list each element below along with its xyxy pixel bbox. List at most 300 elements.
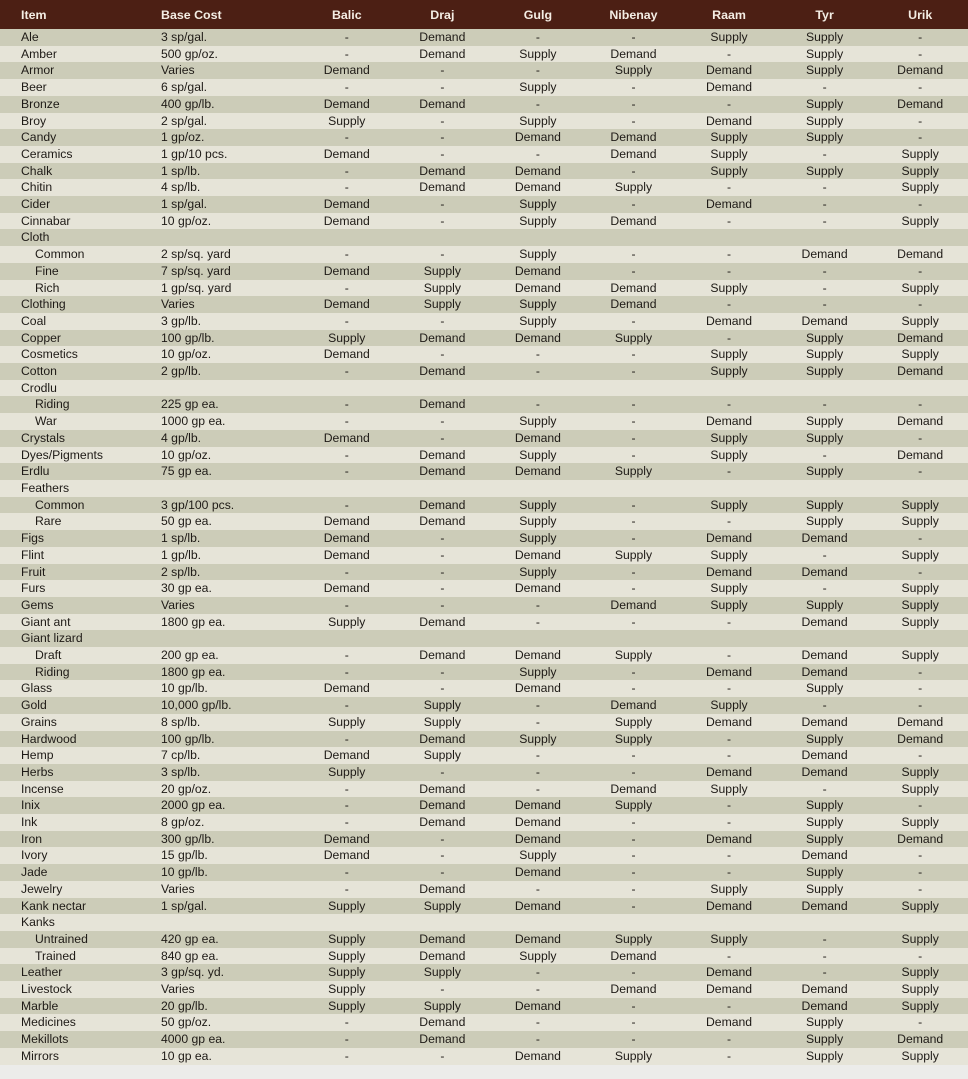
base-cost-cell: Varies [161, 881, 195, 896]
column-header-balic: Balic [331, 7, 362, 22]
draj-trade-cell: Demand [419, 781, 466, 796]
urik-trade-cell: Supply [901, 815, 939, 830]
balic-trade-cell: - [344, 597, 349, 612]
raam-trade-cell: Supply [710, 698, 748, 713]
table-row [0, 530, 968, 547]
gulg-trade-cell: Demand [514, 280, 561, 295]
nibenay-trade-cell: - [631, 263, 636, 278]
item-name-cell: Cinnabar [21, 213, 71, 228]
draj-trade-cell: - [440, 113, 445, 128]
balic-trade-cell: Supply [328, 330, 366, 345]
base-cost-cell: 400 gp/lb. [161, 96, 215, 111]
draj-trade-cell: Demand [419, 163, 466, 178]
draj-trade-cell: - [440, 982, 445, 997]
item-name-cell: Furs [21, 581, 46, 596]
raam-trade-cell: Supply [710, 447, 748, 462]
balic-trade-cell: - [344, 497, 349, 512]
balic-trade-cell: - [344, 648, 349, 663]
balic-trade-cell [299, 380, 395, 397]
raam-trade-cell: - [727, 1032, 732, 1047]
item-name-cell: Figs [21, 531, 45, 546]
tyr-trade-cell: - [822, 698, 827, 713]
balic-trade-cell: - [344, 1015, 349, 1030]
balic-trade-cell: Demand [323, 263, 370, 278]
urik-trade-cell: Demand [897, 1032, 944, 1047]
table-row [0, 447, 968, 464]
nibenay-trade-cell: - [631, 664, 636, 679]
table-row [0, 296, 968, 313]
draj-trade-cell: - [440, 63, 445, 78]
gulg-trade-cell: Supply [519, 731, 557, 746]
gulg-trade-cell: - [535, 146, 540, 161]
balic-trade-cell: - [344, 180, 349, 195]
header-row [0, 0, 968, 29]
nibenay-trade-cell [586, 914, 682, 931]
base-cost-cell: 200 gp ea. [161, 648, 219, 663]
item-name-cell: Cloth [21, 230, 50, 245]
column-header-nibenay: Nibenay [609, 7, 658, 22]
draj-trade-cell: Demand [419, 464, 466, 479]
gulg-trade-cell: Demand [514, 898, 561, 913]
item-name-cell: Coal [21, 313, 47, 328]
draj-trade-cell: Demand [419, 96, 466, 111]
table-row [0, 179, 968, 196]
tyr-trade-cell: Supply [805, 96, 844, 111]
gulg-trade-cell: - [535, 614, 540, 629]
table-row [0, 697, 968, 714]
draj-trade-cell: - [440, 414, 445, 429]
table-row [0, 79, 968, 96]
base-cost-cell: 3 gp/sq. yd. [161, 965, 225, 980]
balic-trade-cell: - [344, 1032, 349, 1047]
urik-trade-cell: Supply [901, 982, 939, 997]
balic-trade-cell: Supply [328, 931, 366, 946]
base-cost-cell: 4000 gp ea. [161, 1032, 226, 1047]
urik-trade-cell: - [918, 865, 923, 880]
balic-trade-cell: - [344, 664, 349, 679]
balic-trade-cell: Demand [323, 547, 370, 562]
item-name-cell: Copper [21, 330, 61, 345]
tyr-trade-cell: Supply [805, 597, 844, 612]
table-row [0, 313, 968, 330]
balic-trade-cell: - [344, 414, 349, 429]
urik-trade-cell: - [918, 80, 923, 95]
base-cost-cell [161, 630, 299, 647]
base-cost-cell: 10,000 gp/lb. [161, 698, 232, 713]
draj-trade-cell: - [440, 564, 445, 579]
nibenay-trade-cell: Supply [614, 798, 653, 813]
nibenay-trade-cell: Supply [614, 648, 653, 663]
nibenay-trade-cell: Supply [614, 330, 653, 345]
tyr-trade-cell: Demand [801, 564, 848, 579]
urik-trade-cell [872, 914, 968, 931]
draj-trade-cell: Supply [423, 998, 461, 1013]
tyr-trade-cell: Demand [801, 764, 848, 779]
draj-trade-cell: - [440, 213, 445, 228]
draj-trade-cell: - [440, 247, 445, 262]
base-cost-cell: 3 gp/lb. [161, 313, 201, 328]
urik-trade-cell: Supply [901, 497, 939, 512]
draj-trade-cell: - [440, 430, 445, 445]
raam-trade-cell: Supply [710, 30, 748, 44]
raam-trade-cell: Demand [705, 63, 753, 78]
urik-trade-cell: - [918, 948, 923, 963]
nibenay-trade-cell: - [631, 197, 636, 212]
balic-trade-cell: Supply [328, 113, 366, 128]
table-row [0, 263, 968, 280]
balic-trade-cell: Demand [323, 514, 370, 529]
urik-trade-cell: - [918, 197, 923, 212]
raam-trade-cell: - [727, 798, 732, 813]
urik-trade-cell: Demand [897, 731, 944, 746]
base-cost-cell: 840 gp ea. [161, 948, 219, 963]
nibenay-trade-cell: Supply [614, 547, 653, 562]
item-name-cell: War [35, 414, 57, 429]
draj-trade-cell: Demand [419, 514, 466, 529]
raam-trade-cell: - [727, 998, 732, 1013]
base-cost-cell: 1 gp/oz. [161, 130, 205, 145]
draj-trade-cell: Supply [423, 965, 461, 980]
item-name-cell: Untrained [35, 931, 88, 946]
gulg-trade-cell: Demand [514, 1048, 561, 1063]
tyr-trade-cell: Demand [801, 998, 848, 1013]
item-name-cell: Dyes/Pigments [21, 447, 103, 462]
balic-trade-cell: - [344, 364, 349, 379]
table-row [0, 831, 968, 848]
tyr-trade-cell [777, 914, 873, 931]
tyr-trade-cell: - [822, 297, 827, 312]
tyr-trade-cell: Supply [805, 430, 844, 445]
nibenay-trade-cell: - [631, 414, 636, 429]
base-cost-cell [161, 914, 299, 931]
table-row [0, 714, 968, 731]
table-group-row [0, 380, 968, 397]
table-group-row [0, 229, 968, 246]
item-name-cell: Ceramics [21, 146, 73, 161]
urik-trade-cell: - [918, 698, 923, 713]
gulg-trade-cell: Supply [519, 497, 557, 512]
gulg-trade-cell: Supply [519, 197, 557, 212]
balic-trade-cell: - [344, 80, 349, 95]
tyr-trade-cell: - [822, 948, 827, 963]
urik-trade-cell: - [918, 297, 923, 312]
balic-trade-cell: - [344, 865, 349, 880]
balic-trade-cell: Supply [328, 764, 366, 779]
balic-trade-cell: - [344, 130, 349, 145]
draj-trade-cell: - [440, 764, 445, 779]
tyr-trade-cell: Demand [801, 748, 848, 763]
item-name-cell: Ink [21, 815, 38, 830]
base-cost-cell: 4 gp/lb. [161, 430, 201, 445]
raam-trade-cell [681, 380, 777, 397]
nibenay-trade-cell: - [631, 764, 636, 779]
tyr-trade-cell: Demand [801, 982, 848, 997]
balic-trade-cell: - [344, 564, 349, 579]
raam-trade-cell: Demand [705, 531, 753, 546]
item-name-cell: Giant ant [21, 614, 71, 629]
tyr-trade-cell: Supply [805, 464, 844, 479]
column-header-gulg: Gulg [523, 7, 553, 22]
gulg-trade-cell: - [535, 965, 540, 980]
draj-trade-cell: Supply [423, 280, 461, 295]
item-name-cell: Hardwood [21, 731, 77, 746]
table-body [0, 29, 968, 1065]
gulg-trade-cell: - [535, 364, 540, 379]
raam-trade-cell: Demand [705, 564, 753, 579]
item-name-cell: Chalk [21, 163, 53, 178]
raam-trade-cell: - [727, 263, 732, 278]
urik-trade-cell: Supply [901, 581, 939, 596]
nibenay-trade-cell: Demand [610, 130, 657, 145]
tyr-trade-cell: Supply [805, 163, 844, 178]
base-cost-cell: 4 sp/lb. [161, 180, 201, 195]
item-name-cell: Kanks [21, 915, 55, 930]
base-cost-cell: 10 gp/oz. [161, 447, 212, 462]
nibenay-trade-cell: Demand [610, 213, 657, 228]
nibenay-trade-cell: - [631, 865, 636, 880]
tyr-trade-cell: Supply [805, 347, 844, 362]
base-cost-cell: 100 gp/lb. [161, 731, 215, 746]
balic-trade-cell: Demand [323, 213, 370, 228]
table-row [0, 948, 968, 965]
balic-trade-cell: - [344, 30, 349, 44]
tyr-trade-cell: Demand [801, 614, 848, 629]
tyr-trade-cell: Demand [801, 313, 848, 328]
draj-trade-cell: Supply [423, 263, 461, 278]
nibenay-trade-cell: - [631, 113, 636, 128]
table-row [0, 864, 968, 881]
table-row [0, 1031, 968, 1048]
raam-trade-cell: Demand [705, 313, 753, 328]
base-cost-cell: 7 sp/sq. yard [161, 263, 231, 278]
tyr-trade-cell: Supply [805, 831, 844, 846]
tyr-trade-cell: - [822, 146, 827, 161]
balic-trade-cell: - [344, 46, 349, 61]
base-cost-cell: 15 gp/lb. [161, 848, 208, 863]
tyr-trade-cell: - [822, 447, 827, 462]
table-row [0, 146, 968, 163]
item-name-cell: Iron [21, 831, 43, 846]
balic-trade-cell: Supply [328, 998, 366, 1013]
draj-trade-cell: - [440, 547, 445, 562]
base-cost-cell: 10 gp/lb. [161, 865, 208, 880]
draj-trade-cell: - [440, 80, 445, 95]
balic-trade-cell: Demand [323, 531, 370, 546]
item-name-cell: Mirrors [21, 1048, 59, 1063]
balic-trade-cell: - [344, 464, 349, 479]
raam-trade-cell: Demand [705, 113, 753, 128]
table-row [0, 647, 968, 664]
tyr-trade-cell [777, 480, 873, 497]
raam-trade-cell: - [727, 731, 732, 746]
table-row [0, 981, 968, 998]
balic-trade-cell: - [344, 798, 349, 813]
draj-trade-cell: Demand [419, 330, 466, 345]
nibenay-trade-cell: - [631, 998, 636, 1013]
draj-trade-cell: Demand [419, 815, 466, 830]
base-cost-cell: 10 gp ea. [161, 1048, 212, 1063]
nibenay-trade-cell: - [631, 364, 636, 379]
item-name-cell: Crystals [21, 430, 66, 445]
balic-trade-cell: Supply [328, 965, 366, 980]
gulg-trade-cell: - [535, 781, 540, 796]
item-name-cell: Giant lizard [21, 631, 83, 646]
raam-trade-cell: Supply [710, 547, 748, 562]
item-name-cell: Rich [35, 280, 60, 295]
balic-trade-cell: Demand [323, 848, 370, 863]
draj-trade-cell: - [440, 347, 445, 362]
table-row [0, 781, 968, 798]
base-cost-cell: 420 gp ea. [161, 931, 219, 946]
item-name-cell: Draft [35, 648, 62, 663]
base-cost-cell: 1800 gp ea. [161, 614, 226, 629]
gulg-trade-cell: Supply [519, 46, 557, 61]
nibenay-trade-cell: - [631, 564, 636, 579]
base-cost-cell: 10 gp/lb. [161, 681, 208, 696]
base-cost-cell [161, 480, 299, 497]
urik-trade-cell: Demand [897, 831, 944, 846]
nibenay-trade-cell: - [631, 80, 636, 95]
nibenay-trade-cell: - [631, 531, 636, 546]
base-cost-cell: 3 sp/gal. [161, 30, 208, 44]
urik-trade-cell: Demand [897, 96, 944, 111]
base-cost-cell: 1 sp/lb. [161, 163, 201, 178]
tyr-trade-cell: Demand [801, 848, 848, 863]
gulg-trade-cell: Supply [519, 247, 557, 262]
tyr-trade-cell: - [822, 547, 827, 562]
raam-trade-cell: Demand [705, 80, 753, 95]
raam-trade-cell: - [727, 815, 732, 830]
balic-trade-cell: Supply [328, 982, 366, 997]
draj-trade-cell: - [440, 146, 445, 161]
column-header-tyr: Tyr [815, 7, 834, 22]
tyr-trade-cell: - [822, 213, 827, 228]
tyr-trade-cell: Supply [805, 414, 844, 429]
table-row [0, 246, 968, 263]
draj-trade-cell: Demand [419, 798, 466, 813]
column-header-base-cost: Base Cost [161, 7, 222, 22]
gulg-trade-cell: - [535, 714, 540, 729]
draj-trade-cell: Demand [419, 881, 466, 896]
base-cost-cell: 10 gp/oz. [161, 347, 212, 362]
urik-trade-cell: - [918, 848, 923, 863]
raam-trade-cell [681, 630, 777, 647]
gulg-trade-cell: Supply [519, 297, 557, 312]
tyr-trade-cell: - [822, 263, 827, 278]
balic-trade-cell: Demand [323, 297, 370, 312]
item-name-cell: Fine [35, 263, 59, 278]
item-name-cell: Common [35, 247, 85, 262]
item-name-cell: Broy [21, 113, 47, 128]
tyr-trade-cell: - [822, 180, 827, 195]
urik-trade-cell: - [918, 881, 923, 896]
balic-trade-cell: - [344, 397, 349, 412]
tyr-trade-cell: Demand [801, 247, 848, 262]
urik-trade-cell: - [918, 397, 923, 412]
urik-trade-cell: Supply [901, 213, 939, 228]
gulg-trade-cell: Demand [514, 330, 561, 345]
gulg-trade-cell: Supply [519, 531, 557, 546]
tyr-trade-cell: Supply [805, 865, 844, 880]
urik-trade-cell [872, 229, 968, 246]
item-name-cell: Chitin [21, 180, 53, 195]
raam-trade-cell: - [727, 514, 732, 529]
table-row [0, 196, 968, 213]
balic-trade-cell: - [344, 881, 349, 896]
urik-trade-cell: Supply [901, 965, 939, 980]
gulg-trade-cell: Demand [514, 263, 561, 278]
urik-trade-cell: Supply [901, 781, 939, 796]
urik-trade-cell: Supply [901, 163, 939, 178]
table-row [0, 931, 968, 948]
base-cost-cell: 1 gp/sq. yard [161, 280, 232, 295]
table-header [0, 0, 968, 29]
raam-trade-cell: Demand [705, 982, 753, 997]
base-cost-cell: 1 sp/lb. [161, 531, 201, 546]
base-cost-cell: 30 gp ea. [161, 581, 212, 596]
nibenay-trade-cell: Supply [614, 180, 653, 195]
balic-trade-cell: Supply [328, 948, 366, 963]
draj-trade-cell: - [440, 681, 445, 696]
item-name-cell: Candy [21, 130, 57, 145]
urik-trade-cell: Demand [897, 63, 944, 78]
draj-trade-cell: - [440, 130, 445, 145]
table-row [0, 564, 968, 581]
gulg-trade-cell: - [535, 63, 540, 78]
balic-trade-cell: - [344, 280, 349, 295]
raam-trade-cell: Supply [710, 781, 748, 796]
gulg-trade-cell: Demand [514, 998, 561, 1013]
balic-trade-cell: Demand [323, 96, 370, 111]
draj-trade-cell: Supply [423, 748, 461, 763]
item-name-cell: Flint [21, 547, 45, 562]
base-cost-cell [161, 229, 299, 246]
raam-trade-cell: - [727, 330, 732, 345]
item-name-cell: Armor [21, 63, 55, 78]
nibenay-trade-cell: Supply [614, 63, 653, 78]
urik-trade-cell: Supply [901, 614, 939, 629]
balic-trade-cell: - [344, 731, 349, 746]
table-row [0, 513, 968, 530]
gulg-trade-cell: Demand [514, 865, 561, 880]
urik-trade-cell: Demand [897, 714, 944, 729]
gulg-trade-cell: Supply [519, 848, 557, 863]
raam-trade-cell: Supply [710, 430, 748, 445]
table-row [0, 964, 968, 981]
nibenay-trade-cell: Demand [610, 146, 657, 161]
item-name-cell: Grains [21, 714, 57, 729]
base-cost-cell: 3 gp/100 pcs. [161, 497, 235, 512]
tyr-trade-cell: Demand [801, 664, 848, 679]
draj-trade-cell: Demand [419, 497, 466, 512]
nibenay-trade-cell: Demand [610, 698, 657, 713]
gulg-trade-cell [490, 480, 586, 497]
table-row [0, 680, 968, 697]
draj-trade-cell: - [440, 1048, 445, 1063]
base-cost-cell: 10 gp/oz. [161, 213, 212, 228]
draj-trade-cell: Supply [423, 698, 461, 713]
gulg-trade-cell: - [535, 698, 540, 713]
balic-trade-cell: - [344, 247, 349, 262]
draj-trade-cell [395, 229, 491, 246]
balic-trade-cell: - [344, 815, 349, 830]
gulg-trade-cell: - [535, 1032, 540, 1047]
table-row [0, 113, 968, 130]
column-header-item: Item [21, 7, 47, 22]
nibenay-trade-cell: - [631, 1032, 636, 1047]
table-row [0, 163, 968, 180]
raam-trade-cell: Supply [710, 931, 748, 946]
